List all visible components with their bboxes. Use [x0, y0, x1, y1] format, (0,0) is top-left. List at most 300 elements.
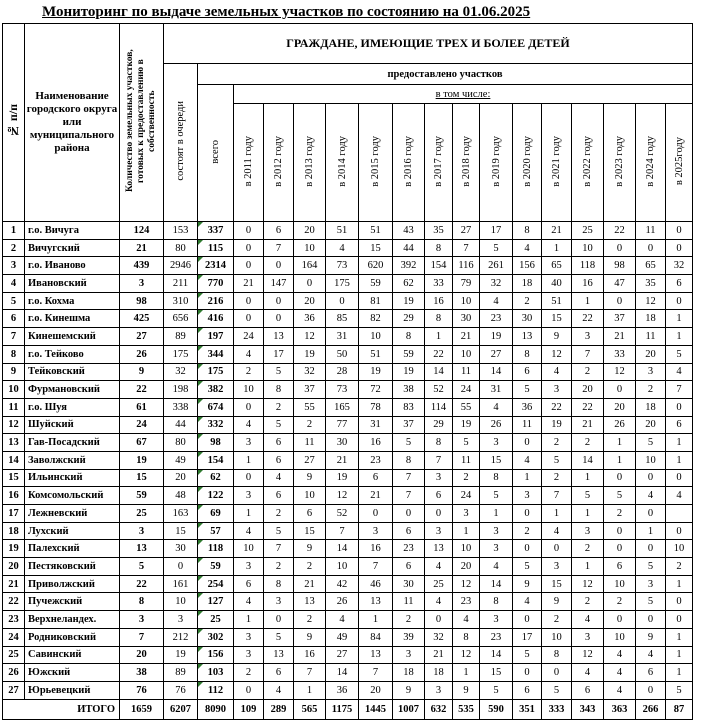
queue-count: 89	[164, 664, 198, 682]
year-count: 26	[480, 416, 513, 434]
total-count: 674	[198, 398, 234, 416]
district-name: Верхнеландех.	[25, 611, 120, 629]
year-count: 27	[294, 451, 326, 469]
year-count: 6	[264, 664, 294, 682]
year-count: 62	[393, 275, 425, 293]
year-count: 18	[513, 275, 542, 293]
totals-year: 351	[513, 699, 542, 719]
year-count: 16	[572, 275, 604, 293]
year-count: 4	[513, 451, 542, 469]
year-count: 7	[425, 451, 453, 469]
year-count: 32	[294, 363, 326, 381]
year-count: 52	[425, 381, 453, 399]
totals-year: 333	[542, 699, 572, 719]
ready-count: 22	[120, 575, 164, 593]
year-count: 0	[604, 522, 636, 540]
year-count: 6	[359, 469, 393, 487]
year-count: 4	[666, 487, 693, 505]
district-name: Савинский	[25, 646, 120, 664]
year-count: 4	[234, 522, 264, 540]
year-count: 1	[572, 292, 604, 310]
year-count: 31	[480, 381, 513, 399]
header-year: в 2014 году	[326, 104, 359, 222]
year-count: 21	[542, 222, 572, 240]
year-count: 7	[393, 469, 425, 487]
year-count: 7	[453, 239, 480, 257]
year-count: 1	[359, 611, 393, 629]
row-number: 11	[3, 398, 25, 416]
totals-year: 535	[453, 699, 480, 719]
queue-count: 175	[164, 345, 198, 363]
ready-count: 15	[120, 469, 164, 487]
year-count: 2	[604, 505, 636, 523]
year-count: 2	[572, 540, 604, 558]
year-count: 6	[604, 558, 636, 576]
year-count: 12	[572, 575, 604, 593]
ready-count: 20	[120, 646, 164, 664]
total-count: 416	[198, 310, 234, 328]
row-number: 4	[3, 275, 25, 293]
total-count: 770	[198, 275, 234, 293]
year-count: 0	[604, 239, 636, 257]
year-count: 23	[480, 628, 513, 646]
table-row	[3, 275, 693, 293]
year-count: 24	[453, 381, 480, 399]
totals-ready: 1659	[120, 699, 164, 719]
year-count: 3	[636, 575, 666, 593]
total-count: 337	[198, 222, 234, 240]
year-count: 51	[359, 345, 393, 363]
year-count: 4	[636, 487, 666, 505]
year-count: 15	[542, 310, 572, 328]
year-count: 1	[425, 328, 453, 346]
year-count: 5	[513, 646, 542, 664]
year-count: 6	[264, 487, 294, 505]
total-count: 175	[198, 363, 234, 381]
year-count: 4	[666, 363, 693, 381]
table-row	[3, 664, 693, 682]
header-year: в 2012 году	[264, 104, 294, 222]
year-count: 15	[359, 239, 393, 257]
year-count: 0	[264, 611, 294, 629]
row-number: 25	[3, 646, 25, 664]
year-count: 0	[264, 310, 294, 328]
year-count: 12	[453, 646, 480, 664]
year-count: 15	[480, 664, 513, 682]
queue-count: 89	[164, 328, 198, 346]
queue-count: 32	[164, 363, 198, 381]
district-name: Шуйский	[25, 416, 120, 434]
year-count: 4	[513, 239, 542, 257]
year-count: 4	[264, 469, 294, 487]
year-count: 0	[326, 292, 359, 310]
header-year: в 2018 году	[453, 104, 480, 222]
year-count: 7	[393, 487, 425, 505]
year-count: 6	[425, 487, 453, 505]
queue-count: 15	[164, 522, 198, 540]
year-count: 32	[480, 275, 513, 293]
year-count: 52	[326, 505, 359, 523]
year-count: 8	[513, 222, 542, 240]
year-count: 0	[604, 611, 636, 629]
queue-count: 338	[164, 398, 198, 416]
totals-year: 1445	[359, 699, 393, 719]
year-count: 118	[572, 257, 604, 275]
year-count: 0	[513, 664, 542, 682]
header-num: № п/п	[3, 24, 25, 222]
table-row	[3, 505, 693, 523]
year-count: 8	[513, 345, 542, 363]
year-count: 4	[234, 345, 264, 363]
year-count: 4	[513, 593, 542, 611]
year-count: 98	[604, 257, 636, 275]
year-count: 2	[453, 469, 480, 487]
year-count: 5	[604, 487, 636, 505]
year-count: 26	[604, 416, 636, 434]
year-count: 11	[636, 328, 666, 346]
header-year: в 2023 году	[604, 104, 636, 222]
year-count: 4	[604, 664, 636, 682]
land-monitoring-table	[2, 23, 693, 720]
year-count: 23	[453, 593, 480, 611]
year-count: 6	[294, 505, 326, 523]
total-count: 69	[198, 505, 234, 523]
total-count: 112	[198, 681, 234, 699]
year-count: 27	[326, 646, 359, 664]
year-count: 4	[234, 416, 264, 434]
year-count: 0	[234, 292, 264, 310]
total-count: 154	[198, 451, 234, 469]
year-count: 2	[604, 593, 636, 611]
year-count: 10	[572, 239, 604, 257]
year-count: 1	[542, 239, 572, 257]
year-count: 5	[513, 558, 542, 576]
year-count: 3	[234, 434, 264, 452]
ready-count: 21	[120, 239, 164, 257]
queue-count: 30	[164, 540, 198, 558]
year-count: 0	[604, 540, 636, 558]
year-count: 50	[326, 345, 359, 363]
header-provided: предоставлено участков	[198, 64, 693, 85]
row-number: 1	[3, 222, 25, 240]
year-count: 21	[453, 328, 480, 346]
year-count: 10	[234, 540, 264, 558]
ready-count: 439	[120, 257, 164, 275]
district-name: Родниковский	[25, 628, 120, 646]
district-name: Юрьевецкий	[25, 681, 120, 699]
year-count: 31	[326, 328, 359, 346]
header-year: в 2020 году	[513, 104, 542, 222]
year-count: 42	[326, 575, 359, 593]
district-name: Ильинский	[25, 469, 120, 487]
year-count: 2	[264, 505, 294, 523]
totals-year: 289	[264, 699, 294, 719]
year-count: 1	[636, 522, 666, 540]
year-count: 0	[604, 469, 636, 487]
year-count: 55	[294, 398, 326, 416]
year-count: 22	[572, 398, 604, 416]
year-count: 83	[393, 398, 425, 416]
district-name: г.о. Иваново	[25, 257, 120, 275]
year-count: 24	[453, 487, 480, 505]
ready-count: 124	[120, 222, 164, 240]
year-count: 3	[480, 540, 513, 558]
year-count: 7	[572, 345, 604, 363]
year-count: 32	[666, 257, 693, 275]
year-count: 59	[393, 345, 425, 363]
year-count: 8	[264, 575, 294, 593]
row-number: 23	[3, 611, 25, 629]
year-count: 30	[326, 434, 359, 452]
year-count: 18	[425, 664, 453, 682]
year-count: 14	[425, 363, 453, 381]
year-count: 4	[542, 363, 572, 381]
year-count: 14	[326, 664, 359, 682]
total-count: 25	[198, 611, 234, 629]
district-name: Ивановский	[25, 275, 120, 293]
row-number: 6	[3, 310, 25, 328]
year-count: 21	[234, 275, 264, 293]
year-count: 1	[572, 469, 604, 487]
year-count: 23	[393, 540, 425, 558]
header-group: ГРАЖДАНЕ, ИМЕЮЩИЕ ТРЕХ И БОЛЕЕ ДЕТЕЙ	[164, 24, 693, 64]
year-count: 81	[359, 292, 393, 310]
year-count: 4	[425, 558, 453, 576]
year-count: 0	[234, 310, 264, 328]
year-count: 13	[294, 593, 326, 611]
year-count: 13	[264, 646, 294, 664]
totals-year: 87	[666, 699, 693, 719]
queue-count: 80	[164, 239, 198, 257]
table-row	[3, 381, 693, 399]
total-count: 302	[198, 628, 234, 646]
year-count: 15	[542, 575, 572, 593]
year-count: 1	[294, 681, 326, 699]
year-count: 7	[294, 664, 326, 682]
year-count: 2	[572, 593, 604, 611]
year-count: 3	[572, 328, 604, 346]
header-name: Наименование городского округа или муниципального района	[25, 24, 120, 222]
total-count: 216	[198, 292, 234, 310]
ready-count: 98	[120, 292, 164, 310]
queue-count: 19	[164, 646, 198, 664]
totals-queue: 6207	[164, 699, 198, 719]
queue-count: 0	[164, 558, 198, 576]
year-count: 5	[480, 487, 513, 505]
year-count: 8	[425, 239, 453, 257]
year-count: 33	[425, 275, 453, 293]
year-count: 14	[480, 646, 513, 664]
year-count: 15	[294, 522, 326, 540]
year-count: 9	[542, 328, 572, 346]
district-name: Гав-Посадский	[25, 434, 120, 452]
year-count: 0	[425, 611, 453, 629]
table-row	[3, 398, 693, 416]
year-count: 5	[480, 239, 513, 257]
table-row	[3, 540, 693, 558]
ready-count: 9	[120, 363, 164, 381]
totals-year: 1007	[393, 699, 425, 719]
year-count: 16	[359, 434, 393, 452]
total-count: 103	[198, 664, 234, 682]
year-count: 5	[666, 681, 693, 699]
year-count: 5	[264, 522, 294, 540]
total-count: 156	[198, 646, 234, 664]
year-count: 9	[294, 469, 326, 487]
year-count: 9	[393, 681, 425, 699]
year-count: 9	[294, 540, 326, 558]
year-count: 6	[264, 451, 294, 469]
year-count: 0	[264, 292, 294, 310]
year-count: 1	[480, 505, 513, 523]
year-count: 15	[480, 451, 513, 469]
year-count: 8	[425, 310, 453, 328]
queue-count: 153	[164, 222, 198, 240]
year-count: 65	[542, 257, 572, 275]
year-count: 3	[234, 628, 264, 646]
year-count: 19	[453, 416, 480, 434]
year-count: 10	[326, 558, 359, 576]
year-count: 46	[359, 575, 393, 593]
year-count: 3	[480, 434, 513, 452]
district-name: г.о. Кинешма	[25, 310, 120, 328]
row-number: 16	[3, 487, 25, 505]
year-count: 16	[425, 292, 453, 310]
table-row	[3, 328, 693, 346]
year-count: 1	[542, 505, 572, 523]
totals-year: 343	[572, 699, 604, 719]
table-row	[3, 646, 693, 664]
year-count: 6	[393, 522, 425, 540]
year-count: 17	[480, 222, 513, 240]
total-count: 62	[198, 469, 234, 487]
year-count: 0	[425, 505, 453, 523]
year-count: 4	[326, 239, 359, 257]
year-count: 30	[513, 310, 542, 328]
queue-count: 48	[164, 487, 198, 505]
year-count: 10	[453, 345, 480, 363]
total-count: 57	[198, 522, 234, 540]
row-number: 3	[3, 257, 25, 275]
district-name: г.о. Тейково	[25, 345, 120, 363]
year-count: 2	[513, 522, 542, 540]
ready-count: 24	[120, 416, 164, 434]
row-number: 19	[3, 540, 25, 558]
header-queue: состоят в очереди	[164, 64, 198, 222]
year-count: 7	[326, 522, 359, 540]
year-count: 6	[264, 222, 294, 240]
year-count: 14	[326, 540, 359, 558]
year-count: 3	[425, 469, 453, 487]
header-year: в 2011 году	[234, 104, 264, 222]
district-name: Тейковский	[25, 363, 120, 381]
year-count: 51	[359, 222, 393, 240]
year-count: 21	[359, 487, 393, 505]
year-count: 4	[480, 398, 513, 416]
district-name: Пестяковский	[25, 558, 120, 576]
total-count: 197	[198, 328, 234, 346]
year-count: 9	[453, 681, 480, 699]
year-count: 11	[294, 434, 326, 452]
year-count: 5	[542, 681, 572, 699]
year-count: 12	[604, 363, 636, 381]
year-count: 11	[453, 451, 480, 469]
header-year: в 2024 году	[636, 104, 666, 222]
table-row	[3, 628, 693, 646]
year-count: 1	[453, 522, 480, 540]
table-row	[3, 681, 693, 699]
ready-count: 22	[120, 381, 164, 399]
table-row	[3, 310, 693, 328]
queue-count: 49	[164, 451, 198, 469]
year-count: 25	[572, 222, 604, 240]
year-count: 3	[480, 611, 513, 629]
row-number: 18	[3, 522, 25, 540]
totals-total: 8090	[198, 699, 234, 719]
year-count: 16	[294, 646, 326, 664]
year-count: 51	[542, 292, 572, 310]
year-count: 10	[234, 381, 264, 399]
year-count: 114	[425, 398, 453, 416]
row-number: 7	[3, 328, 25, 346]
year-count: 1	[666, 664, 693, 682]
year-count: 21	[572, 416, 604, 434]
year-count: 8	[393, 451, 425, 469]
year-count: 4	[480, 292, 513, 310]
table-row	[3, 593, 693, 611]
row-number: 22	[3, 593, 25, 611]
year-count: 22	[572, 310, 604, 328]
year-count: 12	[542, 345, 572, 363]
totals-year: 1175	[326, 699, 359, 719]
year-count: 0	[513, 611, 542, 629]
year-count: 13	[359, 646, 393, 664]
year-count: 2	[234, 363, 264, 381]
district-name: Лухский	[25, 522, 120, 540]
year-count: 0	[234, 239, 264, 257]
queue-count: 211	[164, 275, 198, 293]
header-including: в том числе:	[234, 85, 693, 104]
year-count: 9	[294, 628, 326, 646]
year-count: 5	[264, 416, 294, 434]
year-count: 10	[359, 328, 393, 346]
year-count: 9	[542, 593, 572, 611]
year-count: 5	[636, 558, 666, 576]
page-title: Мониторинг по выдаче земельных участков по состоянию на 01.06.2025	[42, 4, 531, 20]
queue-count: 10	[164, 593, 198, 611]
year-count: 2	[572, 363, 604, 381]
year-count: 5	[480, 681, 513, 699]
year-count: 19	[359, 363, 393, 381]
year-count: 21	[326, 451, 359, 469]
year-count: 5	[393, 434, 425, 452]
year-count: 1	[666, 328, 693, 346]
year-count: 0	[542, 664, 572, 682]
year-count: 0	[666, 398, 693, 416]
year-count: 37	[604, 310, 636, 328]
row-number: 9	[3, 363, 25, 381]
year-count: 4	[542, 522, 572, 540]
year-count: 4	[604, 681, 636, 699]
year-count: 31	[359, 416, 393, 434]
year-count: 3	[480, 522, 513, 540]
row-number: 20	[3, 558, 25, 576]
year-count: 2	[294, 416, 326, 434]
year-count: 13	[425, 540, 453, 558]
row-number: 10	[3, 381, 25, 399]
year-count: 21	[604, 328, 636, 346]
year-count: 72	[359, 381, 393, 399]
